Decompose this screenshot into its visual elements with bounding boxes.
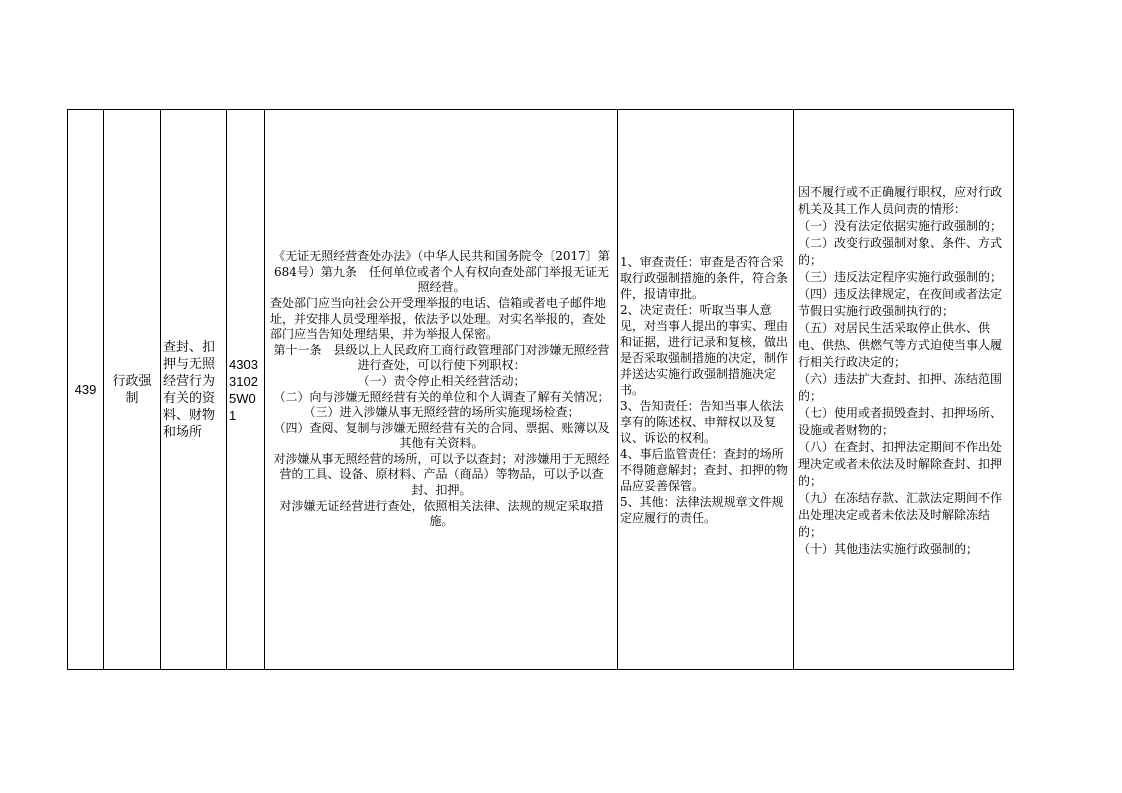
accountability-item: （五）对居民生活采取停止供水、供电、供热、供燃气等方式迫使当事人履行相关行政决定的； (798, 321, 1003, 369)
accountability-item: （八）在查封、扣押法定期间不作出处理决定或者未依法及时解除查封、扣押的； (798, 440, 1003, 488)
power-category: 行政强制 (104, 110, 161, 670)
accountability-item: （四）违反法律规定，在夜间或者法定节假日实施行政强制执行的； (798, 287, 1003, 318)
basis-paragraph: （一）责令停止相关经营活动； (357, 373, 526, 388)
accountability-item: （九）在冻结存款、汇款法定期间不作出处理决定或者未依法及时解除冻结的； (798, 491, 1003, 539)
basis-paragraph: 对涉嫌无证经营进行查处，依照相关法律、法规的规定采取措施。 (279, 498, 604, 529)
power-list-table (67, 109, 1014, 670)
power-code: 43033102 5W01 (227, 110, 265, 670)
accountability-item: 因不履行或不正确履行职权，应对行政机关及其工作人员问责的情形： (798, 185, 1003, 216)
basis-paragraph: 第十一条 县级以上人民政府工商行政管理部门对涉嫌无照经营进行查处，可以行使下列职权： (273, 342, 610, 373)
row-number: 439 (68, 110, 104, 670)
responsibility-cell (618, 110, 794, 670)
responsibility-item: 3、告知责任：告知当事人依法享有的陈述权、申辩权以及复议、诉讼的权利。 (620, 398, 784, 445)
responsibility-item: 2、决定责任：听取当事人意见，对当事人提出的事实、理由和证据，进行记录和复核，做出是否采取强制措施的决定，制作并送达实施行政强制措施决定书。 (620, 302, 789, 397)
basis-paragraph: 对涉嫌从事无照经营的场所，可以予以查封；对涉嫌用于无照经营的工具、设备、原材料、产品（商品）等物品，可以予以查封、扣押。 (273, 451, 610, 498)
basis-paragraph: （二）向与涉嫌无照经营有关的单位和个人调查了解有关情况； (273, 389, 610, 404)
accountability-item: （二）改变行政强制对象、条件、方式的； (798, 236, 1003, 267)
responsibility-item: 1、审查责任：审查是否符合采取行政强制措施的条件，符合条件，报请审批。 (620, 254, 789, 301)
responsibility-item: 5、其他：法律法规规章文件规定应履行的责任。 (620, 494, 784, 525)
accountability-item: （七）使用或者损毁查封、扣押场所、设施或者财物的； (798, 406, 1003, 437)
table-row (68, 110, 1014, 670)
basis-paragraph: （四）查阅、复制与涉嫌无照经营有关的合同、票据、账簿以及其他有关资料。 (273, 420, 610, 451)
power-item-name: 查封、扣押与无照经营行为有关的资料、财物和场所 (161, 110, 227, 670)
legal-basis-cell (265, 110, 618, 670)
basis-paragraph: （三）进入涉嫌从事无照经营的场所实施现场检查； (303, 405, 580, 420)
accountability-item: （十）其他违法实施行政强制的； (798, 542, 979, 556)
basis-paragraph: 《无证无照经营查处办法》（中华人民共和国务院令〔2017〕第684号）第九条 任何单位或者个人有权向查处部门举报无证无照经营。 (273, 249, 610, 295)
accountability-item: （三）违反法定程序实施行政强制的； (798, 270, 1003, 284)
accountability-item: （一）没有法定依据实施行政强制的； (798, 219, 1003, 233)
responsibility-item: 4、事后监管责任：查封的场所不得随意解封；查封、扣押的物品应妥善保管。 (620, 446, 789, 493)
accountability-cell (794, 110, 1014, 670)
accountability-item: （六）违法扩大查封、扣押、冻结范围的； (798, 372, 1003, 403)
basis-paragraph: 查处部门应当向社会公开受理举报的电话、信箱或者电子邮件地址，并安排人员受理举报，依法予以处理。对实名举报的，查处部门应当告知处理结果，并为举报人保密。 (270, 295, 607, 342)
